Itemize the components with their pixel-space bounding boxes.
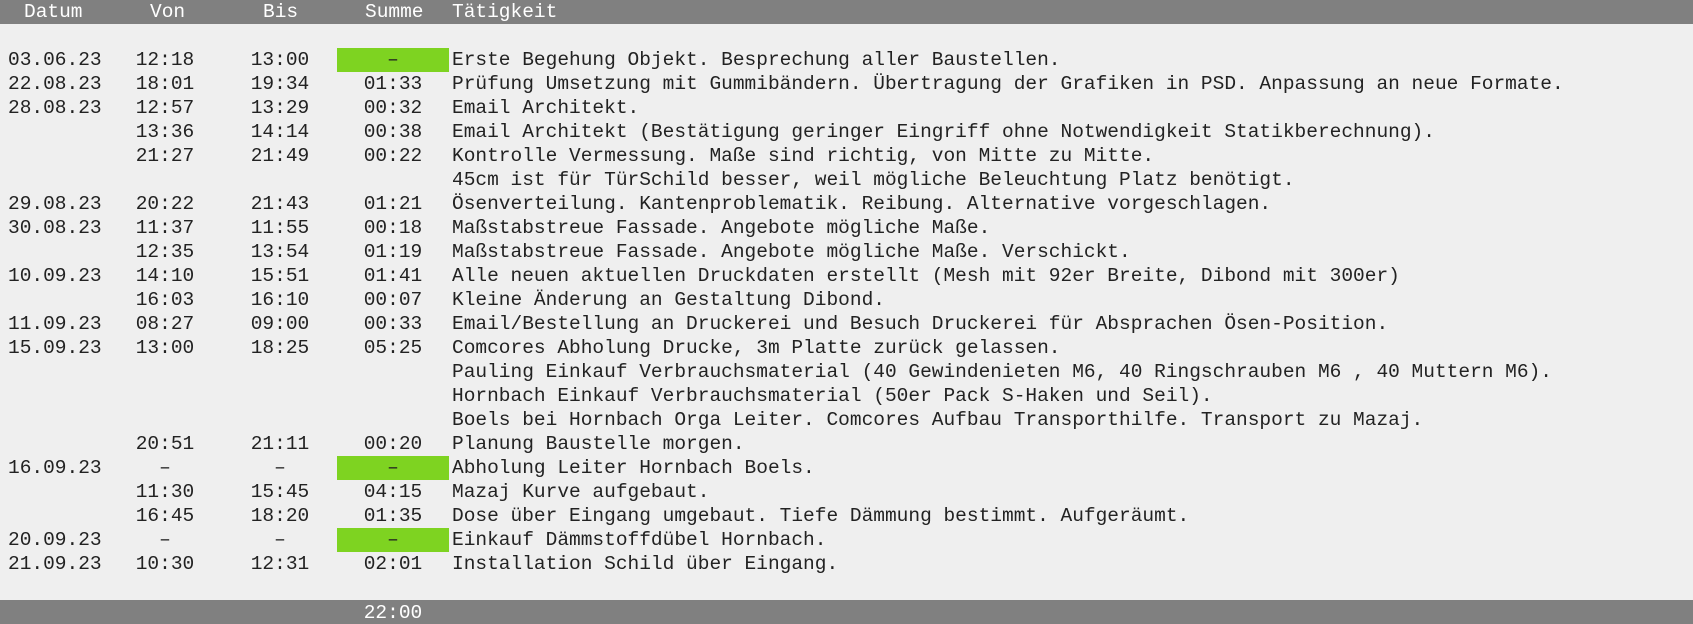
cell-bis xyxy=(245,168,315,192)
cell-von: 13:00 xyxy=(135,337,195,359)
table-header xyxy=(0,0,1693,24)
cell-datum: 03.06.23 xyxy=(8,49,102,71)
table-row xyxy=(0,336,1693,360)
table-row xyxy=(0,312,1693,336)
cell-taetigkeit: Ösenverteilung. Kantenproblematik. Reibung. Alternative vorgeschlagen. xyxy=(452,193,1272,215)
cell-bis: 13:29 xyxy=(250,97,310,119)
cell-von xyxy=(130,384,200,408)
table-row xyxy=(0,408,1693,432)
table-row xyxy=(0,480,1693,504)
cell-summe: 00:18 xyxy=(363,217,423,239)
cell-von: 10:30 xyxy=(135,553,195,575)
table-row xyxy=(0,360,1693,384)
cell-summe xyxy=(337,168,449,192)
cell-datum xyxy=(8,144,124,168)
cell-taetigkeit: Prüfung Umsetzung mit Gummibändern. Übertragung der Grafiken in PSD. Anpassung an neue Formate. xyxy=(452,73,1564,95)
table-row xyxy=(0,48,1693,72)
cell-bis: – xyxy=(274,457,286,479)
table-footer xyxy=(0,600,1693,624)
cell-von: 11:30 xyxy=(135,481,195,503)
cell-datum: 30.08.23 xyxy=(8,217,102,239)
cell-datum: 10.09.23 xyxy=(8,265,102,287)
cell-summe xyxy=(337,360,449,384)
cell-summe: 01:21 xyxy=(363,193,423,215)
table-row xyxy=(0,264,1693,288)
cell-bis: 21:43 xyxy=(250,193,310,215)
header-bis: Bis xyxy=(263,1,299,23)
cell-summe: 00:07 xyxy=(363,289,423,311)
cell-von: 08:27 xyxy=(135,313,195,335)
cell-von xyxy=(130,360,200,384)
cell-bis: 13:00 xyxy=(250,49,310,71)
cell-summe: 01:19 xyxy=(363,241,423,263)
cell-datum xyxy=(8,480,124,504)
cell-summe: 00:20 xyxy=(363,433,423,455)
cell-summe: – xyxy=(337,528,449,552)
cell-taetigkeit: Kontrolle Vermessung. Maße sind richtig, von Mitte zu Mitte. xyxy=(452,145,1155,167)
cell-von: 12:57 xyxy=(135,97,195,119)
cell-datum xyxy=(8,288,124,312)
cell-datum: 22.08.23 xyxy=(8,73,102,95)
cell-taetigkeit: Hornbach Einkauf Verbrauchsmaterial (50er Pack S-Haken und Seil). xyxy=(452,385,1213,407)
cell-taetigkeit: Abholung Leiter Hornbach Boels. xyxy=(452,457,815,479)
table-row xyxy=(0,192,1693,216)
cell-von: 20:51 xyxy=(135,433,195,455)
cell-bis: 19:34 xyxy=(250,73,310,95)
cell-datum xyxy=(8,120,124,144)
cell-von: 16:45 xyxy=(135,505,195,527)
cell-von: 12:35 xyxy=(135,241,195,263)
cell-taetigkeit: Email Architekt. xyxy=(452,97,640,119)
total-sum: 22:00 xyxy=(363,602,423,624)
cell-von: – xyxy=(159,529,171,551)
cell-summe: 02:01 xyxy=(363,553,423,575)
header-datum: Datum xyxy=(24,1,83,23)
cell-taetigkeit: Installation Schild über Eingang. xyxy=(452,553,839,575)
cell-summe xyxy=(337,384,449,408)
cell-bis: 09:00 xyxy=(250,313,310,335)
cell-von: 21:27 xyxy=(135,145,195,167)
cell-taetigkeit: Email/Bestellung an Druckerei und Besuch Druckerei für Absprachen Ösen-Position. xyxy=(452,313,1389,335)
cell-summe: 00:33 xyxy=(363,313,423,335)
cell-von: 18:01 xyxy=(135,73,195,95)
cell-bis: 18:25 xyxy=(250,337,310,359)
cell-datum: 20.09.23 xyxy=(8,529,102,551)
cell-von: 20:22 xyxy=(135,193,195,215)
cell-summe: 00:32 xyxy=(363,97,423,119)
cell-bis: 13:54 xyxy=(250,241,310,263)
cell-summe: 04:15 xyxy=(363,481,423,503)
cell-taetigkeit: Boels bei Hornbach Orga Leiter. Comcores Aufbau Transporthilfe. Transport zu Mazaj. xyxy=(452,409,1424,431)
table-row xyxy=(0,528,1693,552)
cell-taetigkeit: Mazaj Kurve aufgebaut. xyxy=(452,481,710,503)
cell-datum xyxy=(8,168,124,192)
cell-summe: 00:38 xyxy=(363,121,423,143)
cell-taetigkeit: Pauling Einkauf Verbrauchsmaterial (40 Gewindenieten M6, 40 Ringschrauben M6 , 40 Muttern M6). xyxy=(452,361,1552,383)
cell-taetigkeit: Einkauf Dämmstoffdübel Hornbach. xyxy=(452,529,827,551)
cell-datum: 15.09.23 xyxy=(8,337,102,359)
header-summe: Summe xyxy=(365,1,424,23)
cell-bis: 18:20 xyxy=(250,505,310,527)
table-row xyxy=(0,168,1693,192)
cell-datum xyxy=(8,432,124,456)
cell-von: 11:37 xyxy=(135,217,195,239)
table-row xyxy=(0,72,1693,96)
table-row xyxy=(0,432,1693,456)
cell-datum: 11.09.23 xyxy=(8,313,102,335)
cell-summe: 00:22 xyxy=(363,145,423,167)
cell-von: – xyxy=(159,457,171,479)
time-entries-list xyxy=(0,48,1693,576)
cell-bis: 14:14 xyxy=(250,121,310,143)
cell-datum: 29.08.23 xyxy=(8,193,102,215)
cell-bis: 21:11 xyxy=(250,433,310,455)
cell-taetigkeit: Email Architekt (Bestätigung geringer Eingriff ohne Notwendigkeit Statikberechnung). xyxy=(452,121,1435,143)
cell-datum xyxy=(8,504,124,528)
table-row xyxy=(0,288,1693,312)
cell-bis: 16:10 xyxy=(250,289,310,311)
cell-bis: 15:51 xyxy=(250,265,310,287)
cell-summe: 01:35 xyxy=(363,505,423,527)
cell-von: 12:18 xyxy=(135,49,195,71)
cell-summe: 01:41 xyxy=(363,265,423,287)
cell-bis xyxy=(245,408,315,432)
cell-taetigkeit: Comcores Abholung Drucke, 3m Platte zurück gelassen. xyxy=(452,337,1061,359)
cell-taetigkeit: Planung Baustelle morgen. xyxy=(452,433,745,455)
cell-bis: 11:55 xyxy=(250,217,310,239)
cell-bis: 15:45 xyxy=(250,481,310,503)
cell-datum xyxy=(8,240,124,264)
cell-taetigkeit: Dose über Eingang umgebaut. Tiefe Dämmung bestimmt. Aufgeräumt. xyxy=(452,505,1190,527)
cell-datum: 28.08.23 xyxy=(8,97,102,119)
cell-taetigkeit: Maßstabstreue Fassade. Angebote mögliche Maße. Verschickt. xyxy=(452,241,1131,263)
cell-taetigkeit: Maßstabstreue Fassade. Angebote mögliche Maße. xyxy=(452,217,991,239)
table-row xyxy=(0,552,1693,576)
cell-von: 14:10 xyxy=(135,265,195,287)
table-row xyxy=(0,120,1693,144)
cell-taetigkeit: Erste Begehung Objekt. Besprechung aller Baustellen. xyxy=(452,49,1061,71)
cell-summe: 01:33 xyxy=(363,73,423,95)
cell-taetigkeit: Kleine Änderung an Gestaltung Dibond. xyxy=(452,289,885,311)
cell-bis: 21:49 xyxy=(250,145,310,167)
table-row xyxy=(0,216,1693,240)
cell-bis: 12:31 xyxy=(250,553,310,575)
cell-von: 16:03 xyxy=(135,289,195,311)
cell-summe: – xyxy=(337,456,449,480)
cell-bis: – xyxy=(274,529,286,551)
cell-datum xyxy=(8,384,124,408)
cell-bis xyxy=(245,384,315,408)
table-row xyxy=(0,144,1693,168)
table-row xyxy=(0,456,1693,480)
cell-datum: 16.09.23 xyxy=(8,457,102,479)
table-row xyxy=(0,240,1693,264)
cell-von xyxy=(130,408,200,432)
cell-bis xyxy=(245,360,315,384)
table-row xyxy=(0,504,1693,528)
cell-summe xyxy=(337,408,449,432)
header-taetigkeit: Tätigkeit xyxy=(452,1,558,23)
table-row xyxy=(0,384,1693,408)
cell-summe: 05:25 xyxy=(363,337,423,359)
header-von: Von xyxy=(150,1,186,23)
table-row xyxy=(0,96,1693,120)
cell-datum xyxy=(8,360,124,384)
cell-datum xyxy=(8,408,124,432)
cell-summe: – xyxy=(337,48,449,72)
cell-von: 13:36 xyxy=(135,121,195,143)
cell-von xyxy=(130,168,200,192)
cell-datum: 21.09.23 xyxy=(8,553,102,575)
cell-taetigkeit: Alle neuen aktuellen Druckdaten erstellt (Mesh mit 92er Breite, Dibond mit 300er) xyxy=(452,265,1400,287)
cell-taetigkeit: 45cm ist für TürSchild besser, weil mögliche Beleuchtung Platz benötigt. xyxy=(452,169,1295,191)
